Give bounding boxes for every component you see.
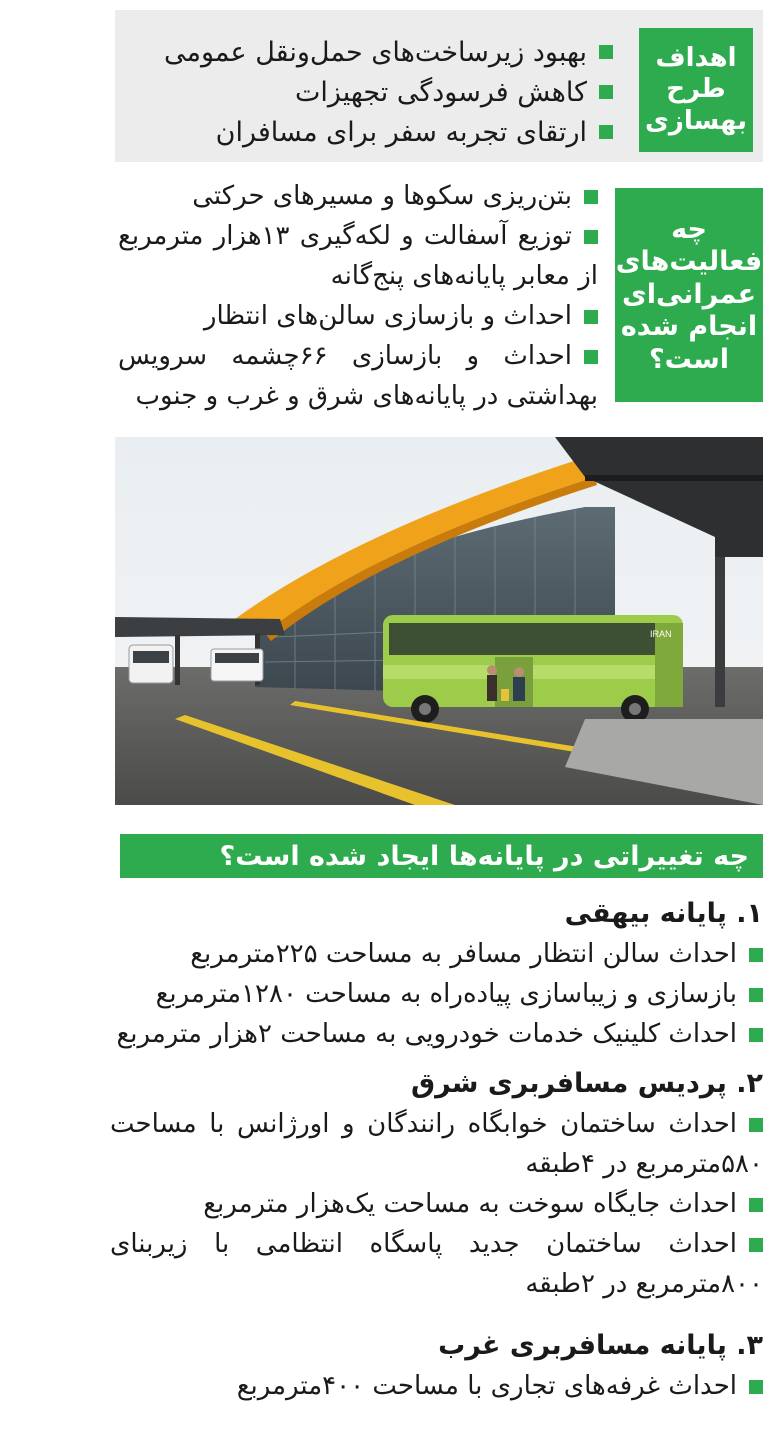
bullet-square-icon bbox=[749, 1380, 763, 1394]
list-item: ارتقای تجربه سفر برای مسافران bbox=[164, 112, 613, 152]
list-item: کاهش فرسودگی تجهیزات bbox=[164, 72, 613, 112]
terminal-title: ۳. پایانه مسافربری غرب bbox=[438, 1330, 763, 1361]
list-item: احداث و بازسازی سالن‌های انتظار bbox=[118, 296, 598, 336]
goals-panel bbox=[115, 10, 763, 162]
terminal-items bbox=[110, 934, 763, 1054]
list-item: احداث جایگاه سوخت به مساحت یک‌هزار مترمربع bbox=[110, 1184, 763, 1224]
bullet-square-icon bbox=[749, 1198, 763, 1212]
bullet-square-icon bbox=[749, 1238, 763, 1252]
list-item: احداث ساختمان خوابگاه رانندگان و اورژانس با مساحت ۵۸۰مترمربع در ۴طبقه bbox=[110, 1109, 763, 1179]
list-item: احداث ساختمان جدید پاسگاه انتظامی با زیربنای ۸۰۰مترمربع در ۲طبقه bbox=[110, 1229, 763, 1299]
terminal-section bbox=[110, 1326, 763, 1406]
goals-label: اهداف طرح بهسازی bbox=[639, 28, 753, 152]
terminal-title: ۱. پایانه بیهقی bbox=[564, 898, 763, 929]
bullet-square-icon bbox=[599, 85, 613, 99]
list-item: توزیع آسفالت و لکه‌گیری ۱۳هزار مترمربع از معابر پایانه‌های پنج‌گانه bbox=[118, 221, 598, 291]
terminal-section bbox=[110, 1064, 763, 1304]
list-item: بتن‌ریزی سکوها و مسیرهای حرکتی bbox=[118, 176, 598, 216]
bullet-square-icon bbox=[584, 230, 598, 244]
changes-title: چه تغییراتی در پایانه‌ها ایجاد شده است؟ bbox=[120, 834, 763, 878]
bullet-square-icon bbox=[584, 310, 598, 324]
goals-list bbox=[164, 32, 613, 152]
terminal-section bbox=[110, 894, 763, 1054]
bullet-square-icon bbox=[749, 1028, 763, 1042]
bullet-square-icon bbox=[599, 45, 613, 59]
list-item: احداث غرفه‌های تجاری با مساحت ۴۰۰مترمربع bbox=[110, 1366, 763, 1406]
terminal-items bbox=[110, 1104, 763, 1304]
terminal-items bbox=[110, 1366, 763, 1406]
list-item: بهبود زیرساخت‌های حمل‌ونقل عمومی bbox=[164, 32, 613, 72]
bullet-square-icon bbox=[749, 948, 763, 962]
bus-plate-text: IRAN bbox=[650, 629, 672, 639]
bullet-square-icon bbox=[584, 350, 598, 364]
activities-list bbox=[118, 176, 598, 416]
terminal-title: ۲. پردیس مسافربری شرق bbox=[410, 1068, 763, 1099]
activities-label: چه فعالیت‌های عمرانی‌ای انجام شده است؟ bbox=[615, 188, 763, 402]
list-item: احداث کلینیک خدمات خودرویی به مساحت ۲هزار مترمربع bbox=[110, 1014, 763, 1054]
list-item: احداث و بازسازی ۶۶چشمه سرویس بهداشتی در پایانه‌های شرق و غرب و جنوب bbox=[118, 341, 598, 411]
list-item: احداث سالن انتظار مسافر به مساحت ۲۲۵مترمربع bbox=[110, 934, 763, 974]
bullet-square-icon bbox=[599, 125, 613, 139]
list-item: بازسازی و زیباسازی پیاده‌راه به مساحت ۱۲۸۰مترمربع bbox=[110, 974, 763, 1014]
bullet-square-icon bbox=[749, 1118, 763, 1132]
bullet-square-icon bbox=[584, 190, 598, 204]
terminal-photo bbox=[115, 437, 763, 805]
bullet-square-icon bbox=[749, 988, 763, 1002]
